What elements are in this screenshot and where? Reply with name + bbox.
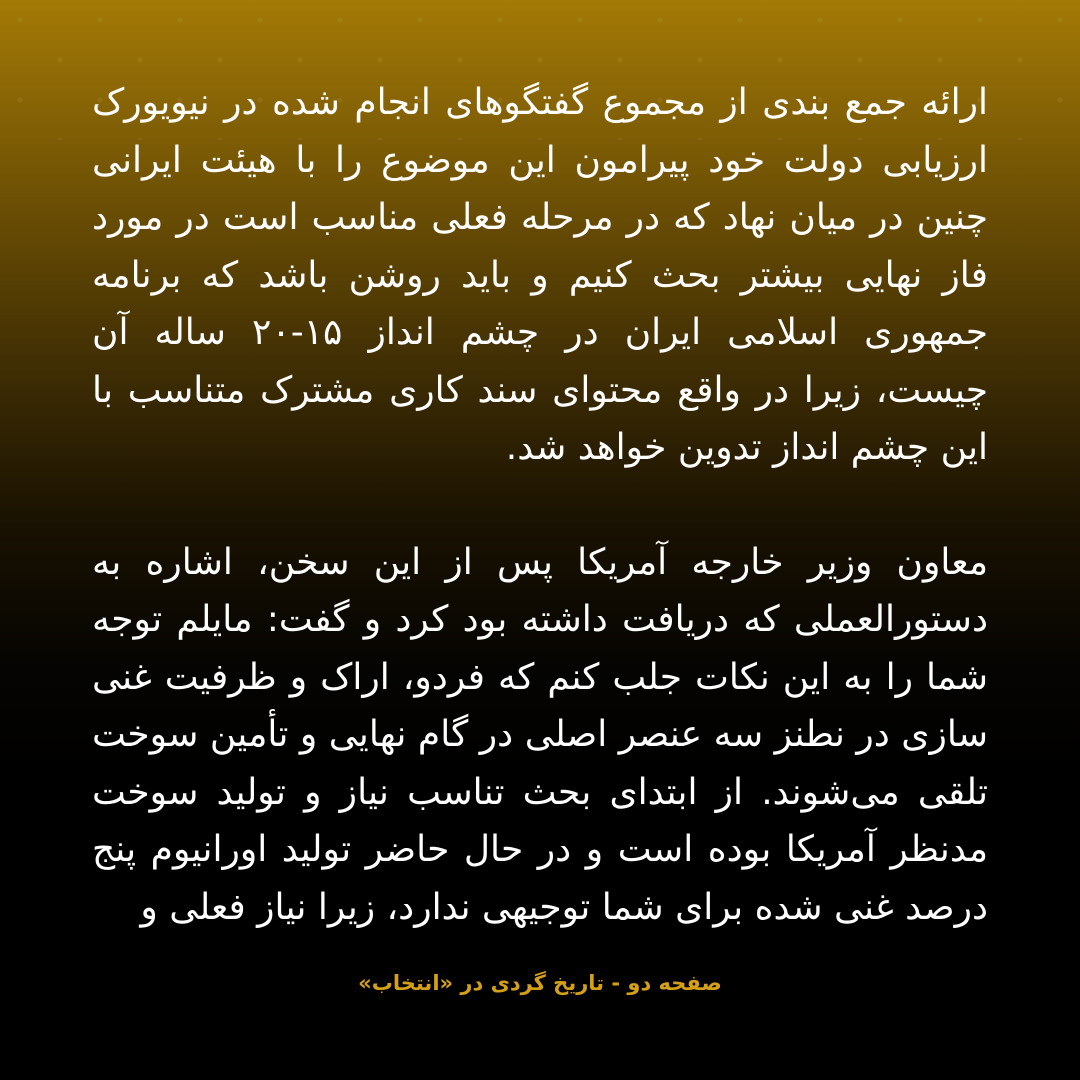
paragraph-1: ارائه جمع بندی از مجموع گفتگوهای انجام شده در نیویورک ارزیابی دولت خود پیرامون این موضوع را با هیئت ایرانی چنین در میان نهاد که در مرحله فعلی مناسب است در مورد فاز نهایی بیشتر بحث کنیم و باید روشن باشد که برنامه جمهوری اسلامی ایران در چشم انداز ۱۵-۲۰ ساله آن چیست، زیرا در واقع محتوای سند کاری مشترک متناسب با این چشم انداز تدوین خواهد شد. [92,82,988,468]
paragraph-2: معاون وزیر خارجه آمریکا پس از این سخن، اشاره به دستورالعملی که دریافت داشته بود کرد و گفت: مایلم توجه شما را به این نکات جلب کنم که فردو، اراک و ظرفیت غنی سازی در نطنز سه عنصر اصلی در گام نهایی و تأمین سوخت تلقی می‌شوند. از ابتدای بحث تناسب نیاز و تولید سوخت مدنظر آمریکا بوده است و در حال حاضر تولید اورانیوم پنج درصد غنی شده برای شما توجیهی ندارد، زیرا نیاز فعلی و [92,541,988,928]
article-text [92,74,988,936]
page-footer-caption: صفحه دو - تاریخ گردی در «انتخاب» [358,971,722,995]
